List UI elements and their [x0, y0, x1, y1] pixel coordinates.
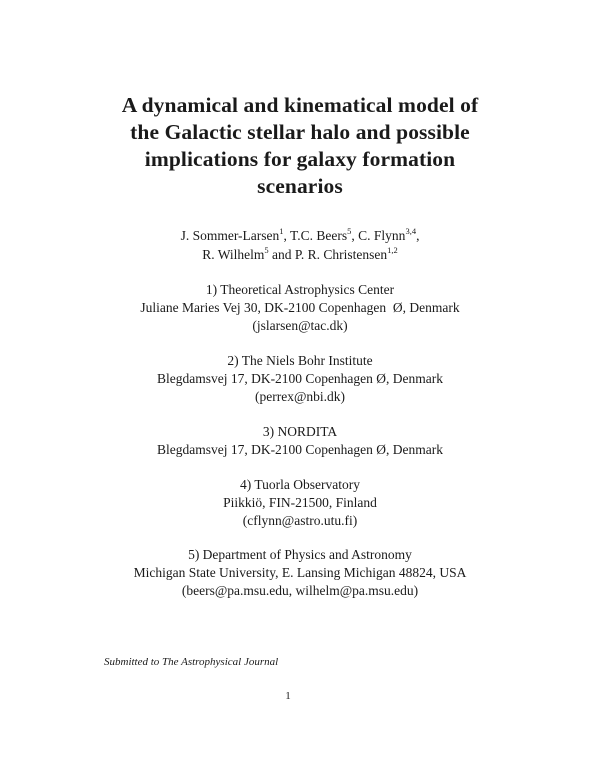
author-affiliation-mark: 5 [347, 225, 352, 236]
affiliation-email: (jslarsen@tac.dk) [252, 318, 348, 333]
author-affiliation-mark: 1 [279, 225, 284, 236]
author-list [60, 226, 540, 264]
author-name: P. R. Christensen [294, 247, 388, 262]
affiliation-address: Piikkiö, FIN-21500, Finland [223, 495, 377, 510]
affiliation-address: Blegdamsvej 17, DK-2100 Copenhagen Ø, Denmark [156, 442, 444, 457]
title-line: A dynamical and kinematical model of [121, 93, 479, 117]
author-affiliation-mark: 3,4 [405, 225, 417, 236]
affiliation-5 [60, 546, 540, 600]
affiliation-name: 4) Tuorla Observatory [240, 477, 360, 492]
affiliation-email: (cflynn@astro.utu.fi) [242, 513, 358, 528]
affiliation-address: Michigan State University, E. Lansing Michigan 48824, USA [133, 565, 467, 580]
affiliation-4 [60, 476, 540, 530]
author-line-2 [60, 245, 540, 264]
author-name: J. Sommer-Larsen [180, 228, 280, 243]
affiliation-address: Blegdamsvej 17, DK-2100 Copenhagen Ø, Denmark [156, 371, 444, 386]
affiliation-2 [60, 352, 540, 406]
title-line: implications for galaxy formation [144, 147, 456, 171]
author-name: C. Flynn [358, 228, 406, 243]
title-line: the Galactic stellar halo and possible [130, 120, 470, 144]
author-affiliation-mark: 5 [264, 244, 269, 255]
author-name: T.C. Beers [290, 228, 348, 243]
affiliation-email: (beers@pa.msu.edu, wilhelm@pa.msu.edu) [181, 583, 419, 598]
author-separator: , [416, 228, 420, 243]
author-line-1 [60, 226, 540, 245]
affiliation-1 [60, 281, 540, 335]
affiliation-name: 1) Theoretical Astrophysics Center [205, 282, 395, 297]
affiliation-address: Juliane Maries Vej 30, DK-2100 Copenhagen Ø, Denmark [140, 300, 460, 315]
affiliation-name: 3) NORDITA [262, 424, 338, 439]
author-name: R. Wilhelm [202, 247, 265, 262]
page-number: 1 [285, 690, 291, 702]
title-line: scenarios [257, 174, 343, 198]
author-separator: and [268, 247, 295, 262]
paper-title [60, 92, 540, 200]
author-separator: , [351, 228, 359, 243]
author-separator: , [283, 228, 291, 243]
submission-note: Submitted to The Astrophysical Journal [104, 656, 279, 668]
affiliation-name: 2) The Niels Bohr Institute [227, 353, 373, 368]
author-affiliation-mark: 1,2 [387, 244, 398, 255]
affiliation-3 [60, 423, 540, 459]
affiliation-email: (perrex@nbi.dk) [254, 389, 346, 404]
affiliation-name: 5) Department of Physics and Astronomy [188, 547, 412, 562]
